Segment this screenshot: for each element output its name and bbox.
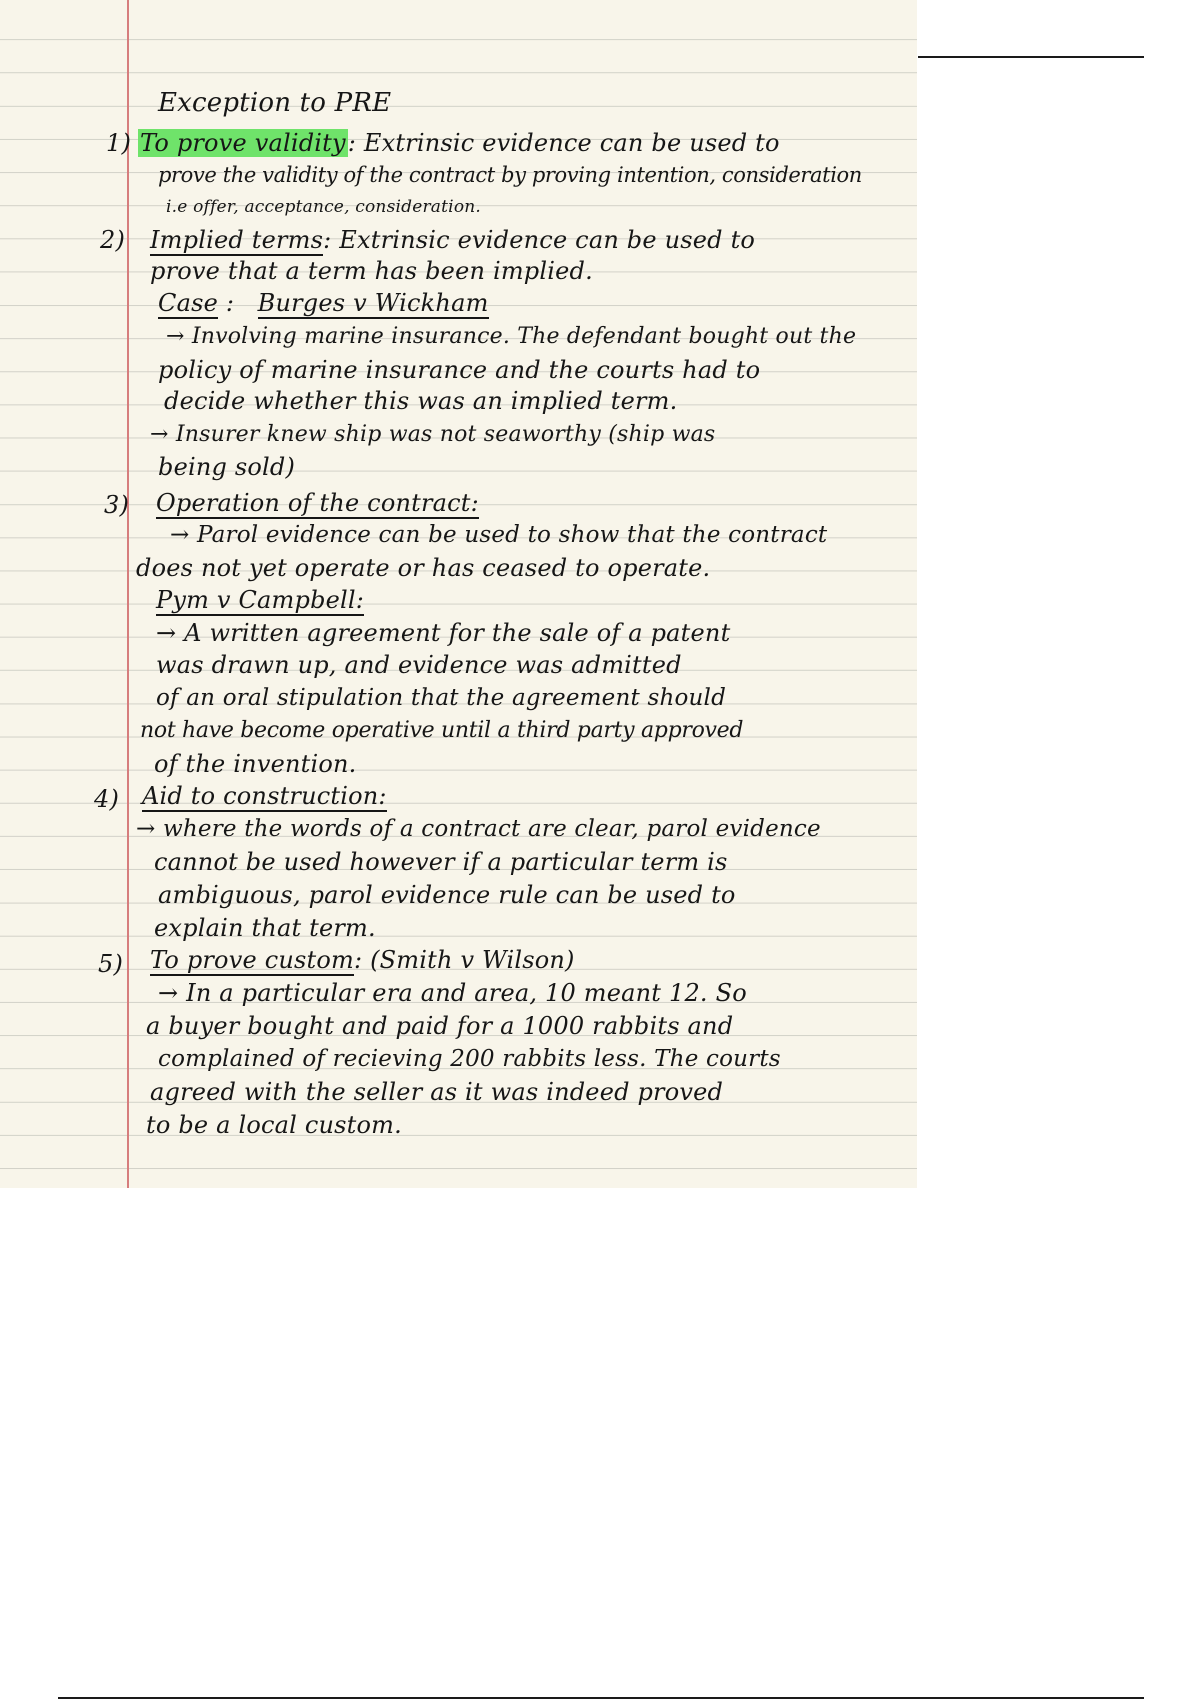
section-2-line-1: [150, 225, 755, 255]
section-1-heading: To prove validity: [140, 129, 346, 157]
section-3-line-2: → Parol evidence can be used to show that the contract: [170, 522, 828, 548]
section-3-line-7: of an oral stipulation that the agreement should: [156, 685, 727, 711]
section-2-case-line: [158, 288, 489, 318]
section-5-line-2: → In a particular era and area, 10 meant 12. So: [158, 979, 747, 1007]
section-4-number: 4): [94, 785, 120, 813]
section-4-line-5: explain that term.: [154, 914, 376, 942]
page-bottom-rule: [58, 1697, 1144, 1699]
section-3-heading: [156, 488, 479, 518]
section-1-line-2: prove the validity of the contract by proving intention, consideration: [158, 163, 862, 187]
section-2-line-7: → Insurer knew ship was not seaworthy (ship was: [150, 422, 716, 447]
section-5-line-6: to be a local custom.: [146, 1111, 402, 1139]
section-5-heading: To prove custom: [150, 946, 354, 974]
margin-line: [127, 0, 129, 1188]
section-5-number: 5): [98, 950, 124, 978]
section-2-number: 2): [100, 226, 126, 254]
section-3-line-9: of the invention.: [154, 750, 357, 778]
case-name-pym-v-campbell: Pym v Campbell:: [156, 586, 365, 614]
section-3-case-line: [156, 585, 364, 615]
page-top-rule: [918, 56, 1144, 58]
section-3-number: 3): [104, 491, 130, 519]
section-2-line-4-part-b: The defendant bought out the: [510, 324, 857, 349]
section-2-line-2: prove that a term has been implied.: [150, 257, 593, 285]
section-4-line-4: ambiguous, parol evidence rule can be used to: [158, 881, 736, 909]
section-4-line-3: cannot be used however if a particular term is: [154, 848, 728, 876]
section-1-line-1: [138, 128, 780, 158]
section-3-heading-text: Operation of the contract:: [156, 489, 479, 517]
section-3-line-3: does not yet operate or has ceased to operate.: [136, 554, 711, 582]
section-4-heading-text: Aid to construction:: [142, 782, 387, 810]
section-2-line-4-part-a: → Involving marine insurance.: [166, 324, 511, 349]
section-1-line-3: i.e offer, acceptance, consideration.: [166, 197, 482, 217]
section-2-line-6: decide whether this was an implied term.: [164, 387, 678, 415]
case-separator: :: [225, 289, 235, 317]
section-2-heading: Implied terms: [150, 226, 324, 254]
section-5-line-5: agreed with the seller as it was indeed proved: [150, 1078, 724, 1106]
section-5-case: : (Smith v Wilson): [353, 946, 575, 974]
section-5-line-1: [150, 945, 575, 975]
section-3-line-5: → A written agreement for the sale of a patent: [156, 619, 731, 647]
section-2-line-4: [166, 322, 856, 352]
section-3-line-6: was drawn up, and evidence was admitted: [156, 651, 682, 679]
section-3-line-8: not have become operative until a third party approved: [140, 718, 744, 743]
section-1-number: 1): [106, 129, 132, 157]
section-1-text: : Extrinsic evidence can be used to: [347, 129, 780, 157]
section-4-heading: [142, 781, 387, 811]
section-5-line-3: a buyer bought and paid for a 1000 rabbits and: [146, 1012, 734, 1040]
section-5-line-4: complained of recieving 200 rabbits less. The courts: [158, 1046, 781, 1072]
note-title: Exception to PRE: [158, 88, 392, 118]
case-name-burges-v-wickham: Burges v Wickham: [257, 289, 489, 317]
section-2-text: : Extrinsic evidence can be used to: [323, 226, 756, 254]
section-4-line-2: → where the words of a contract are clear, parol evidence: [136, 816, 821, 842]
section-2-line-8: being sold): [158, 453, 296, 481]
case-label: Case: [158, 289, 218, 317]
section-2-line-5: policy of marine insurance and the courts had to: [158, 356, 761, 384]
